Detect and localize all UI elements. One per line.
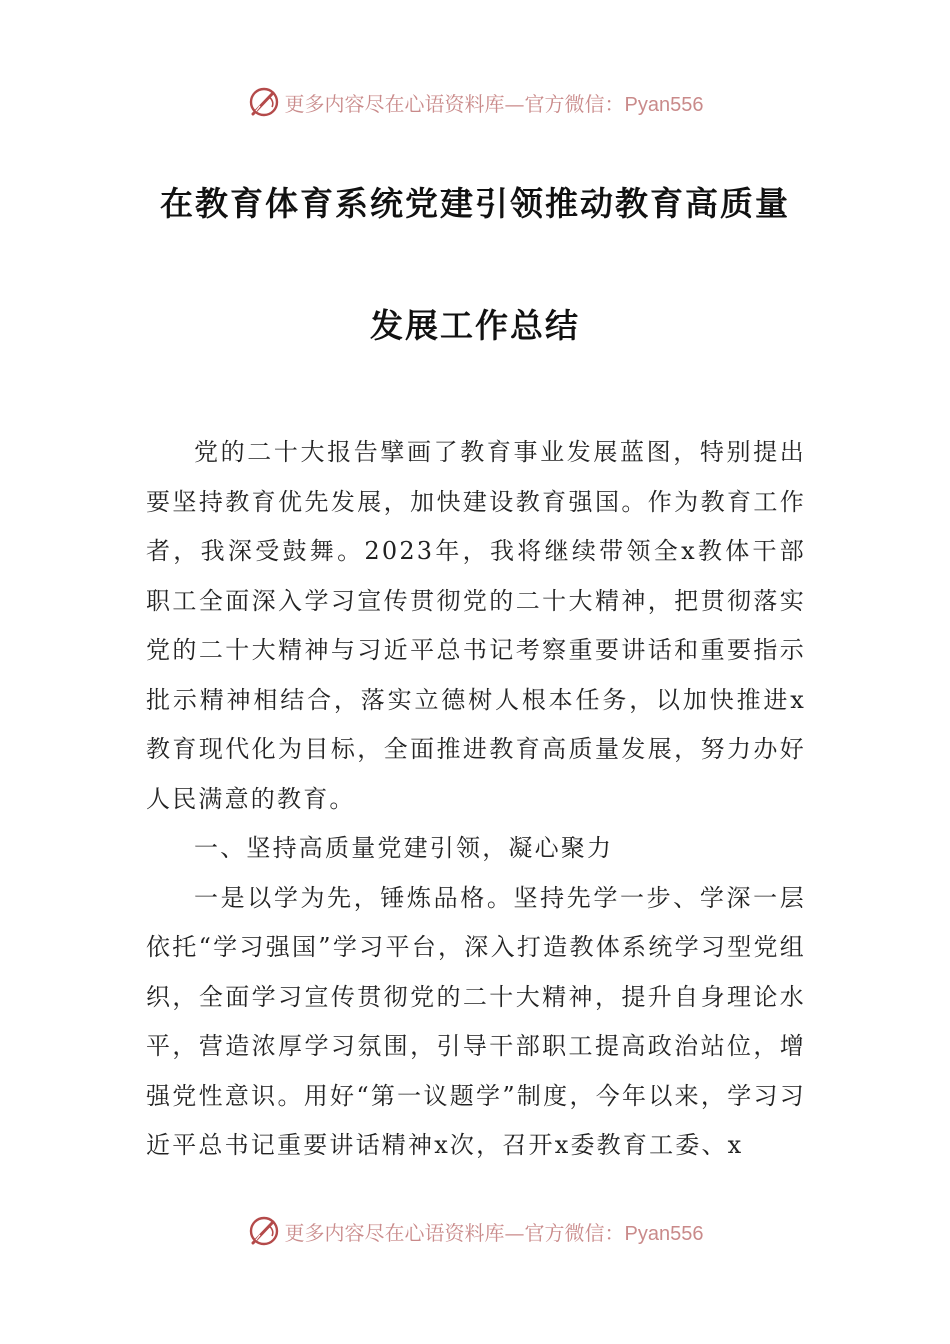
- watermark-site-text: 更多内容尽在心语资料库—: [284, 1220, 525, 1245]
- section-heading: 一、坚持高质量党建引领，凝心聚力: [194, 834, 614, 862]
- pen-logo-icon: [247, 85, 281, 119]
- document-body: [146, 428, 806, 1171]
- watermark-banner-top: [0, 82, 950, 122]
- document-title-line-2: 发展工作总结: [370, 306, 580, 345]
- watermark-wechat-text: 官方微信：Pyan556: [524, 93, 704, 116]
- watermark-wechat-text: 官方微信：Pyan556: [524, 1222, 704, 1245]
- watermark-banner-bottom: [0, 1211, 950, 1251]
- pen-logo-icon: [247, 1214, 281, 1248]
- watermark-site-text: 更多内容尽在心语资料库—: [284, 91, 525, 116]
- document-title-line-1: 在教育体育系统党建引领推动教育高质量: [160, 184, 790, 223]
- paragraph-intro: 党的二十大报告擘画了教育事业发展蓝图，特别提出要坚持教育优先发展，加快建设教育强国。作为教育工作者，我深受鼓舞。2023年，我将继续带领全x教体干部职工全面深入学习宣传贯彻党的二十大精神，把贯彻落实党的二十大精神与习近平总书记考察重要讲话和重要指示批示精神相结合，落实立德树人根本任务，以加快推进x教育现代化为目标，全面推进教育高质量发展，努力办好人民满意的教育。: [146, 438, 806, 813]
- paragraph-section-1: 一是以学为先，锤炼品格。坚持先学一步、学深一层依托“学习强国”学习平台，深入打造教体系统学习型党组织，全面学习宣传贯彻党的二十大精神，提升自身理论水平，营造浓厚学习氛围，引导干部职工提高政治站位，增强党性意识。用好“第一议题学”制度，今年以来，学习习近平总书记重要讲话精神x次，召开x委教育工委、x: [146, 883, 806, 1159]
